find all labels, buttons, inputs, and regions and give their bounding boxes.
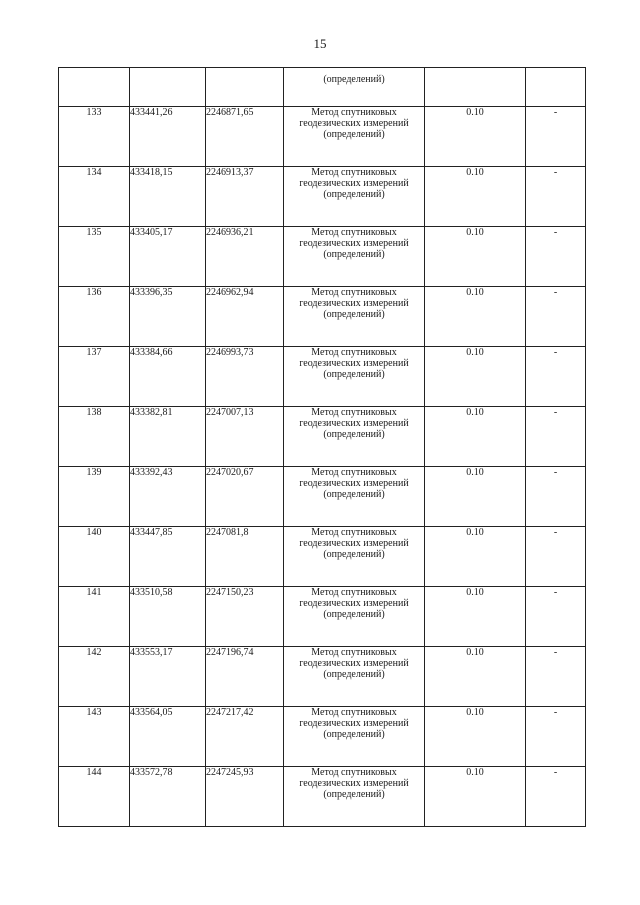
- method-line: геодезических измерений: [299, 418, 409, 429]
- method-line: Метод спутниковых: [311, 287, 397, 298]
- table-row: [59, 107, 586, 167]
- point-number-cell: 136: [59, 287, 130, 347]
- x-coordinate-cell: 433564,05: [130, 707, 206, 767]
- method-line: Метод спутниковых: [311, 107, 397, 118]
- method-line: Метод спутниковых: [311, 407, 397, 418]
- x-coordinate-cell: 433392,43: [130, 467, 206, 527]
- method-line: геодезических измерений: [299, 238, 409, 249]
- y-coordinate-cell: 2247150,23: [206, 587, 284, 647]
- method-line: (определений): [323, 309, 385, 320]
- method-line: Метод спутниковых: [311, 707, 397, 718]
- y-coordinate-cell: 2247007,13: [206, 407, 284, 467]
- method-line: геодезических измерений: [299, 298, 409, 309]
- coordinates-table: [58, 67, 586, 827]
- y-coordinate-cell: 2246936,21: [206, 227, 284, 287]
- method-cell: [284, 527, 425, 587]
- table-row: [59, 527, 586, 587]
- coordinates-table-body: [59, 68, 586, 827]
- point-number-cell: 139: [59, 467, 130, 527]
- extra-cell: -: [526, 707, 586, 767]
- extra-cell: -: [526, 767, 586, 827]
- table-row: [59, 347, 586, 407]
- point-number-cell: 143: [59, 707, 130, 767]
- table-row-continuation: [59, 68, 586, 107]
- accuracy-cell: 0.10: [425, 287, 526, 347]
- point-number-cell: 142: [59, 647, 130, 707]
- method-line: Метод спутниковых: [311, 467, 397, 478]
- method-line: (определений): [323, 429, 385, 440]
- x-coordinate-cell: 433396,35: [130, 287, 206, 347]
- method-line: геодезических измерений: [299, 118, 409, 129]
- method-cell: [284, 107, 425, 167]
- method-line: Метод спутниковых: [311, 647, 397, 658]
- x-coordinate-cell: 433447,85: [130, 527, 206, 587]
- accuracy-cell: 0.10: [425, 767, 526, 827]
- method-cell: [284, 347, 425, 407]
- accuracy-cell: 0.10: [425, 647, 526, 707]
- method-line: геодезических измерений: [299, 478, 409, 489]
- x-coordinate-cell: 433418,15: [130, 167, 206, 227]
- point-number-cell: 140: [59, 527, 130, 587]
- method-line: геодезических измерений: [299, 178, 409, 189]
- accuracy-cell: 0.10: [425, 587, 526, 647]
- method-line: Метод спутниковых: [311, 767, 397, 778]
- extra-cell: [526, 68, 586, 107]
- method-cell: [284, 467, 425, 527]
- method-line: геодезических измерений: [299, 778, 409, 789]
- y-coordinate-cell: 2247081,8: [206, 527, 284, 587]
- method-line: Метод спутниковых: [311, 227, 397, 238]
- method-line: Метод спутниковых: [311, 347, 397, 358]
- method-line: Метод спутниковых: [311, 527, 397, 538]
- extra-cell: -: [526, 107, 586, 167]
- method-line: геодезических измерений: [299, 538, 409, 549]
- method-cell: [284, 707, 425, 767]
- method-line: (определений): [323, 189, 385, 200]
- x-coordinate-cell: 433405,17: [130, 227, 206, 287]
- extra-cell: -: [526, 227, 586, 287]
- table-row: [59, 227, 586, 287]
- point-number-cell: 135: [59, 227, 130, 287]
- method-line: (определений): [323, 489, 385, 500]
- y-coordinate-cell: 2247020,67: [206, 467, 284, 527]
- point-number-cell: 141: [59, 587, 130, 647]
- extra-cell: -: [526, 527, 586, 587]
- point-number-cell: 144: [59, 767, 130, 827]
- method-line: геодезических измерений: [299, 598, 409, 609]
- accuracy-cell: 0.10: [425, 167, 526, 227]
- extra-cell: -: [526, 407, 586, 467]
- x-coordinate-cell: 433553,17: [130, 647, 206, 707]
- y-coordinate-cell: [206, 68, 284, 107]
- extra-cell: -: [526, 647, 586, 707]
- method-line: (определений): [323, 729, 385, 740]
- point-number-cell: 133: [59, 107, 130, 167]
- x-coordinate-cell: 433382,81: [130, 407, 206, 467]
- y-coordinate-cell: 2246871,65: [206, 107, 284, 167]
- method-cell: (определений): [284, 68, 425, 107]
- point-number-cell: 134: [59, 167, 130, 227]
- accuracy-cell: [425, 68, 526, 107]
- table-row: [59, 407, 586, 467]
- point-number-cell: 138: [59, 407, 130, 467]
- x-coordinate-cell: 433510,58: [130, 587, 206, 647]
- method-line: (определений): [323, 669, 385, 680]
- accuracy-cell: 0.10: [425, 707, 526, 767]
- method-line: (определений): [323, 249, 385, 260]
- method-cell: [284, 587, 425, 647]
- point-number-cell: [59, 68, 130, 107]
- method-cell: [284, 647, 425, 707]
- method-line: (определений): [323, 609, 385, 620]
- accuracy-cell: 0.10: [425, 347, 526, 407]
- point-number-cell: 137: [59, 347, 130, 407]
- method-line: Метод спутниковых: [311, 167, 397, 178]
- extra-cell: -: [526, 287, 586, 347]
- x-coordinate-cell: 433572,78: [130, 767, 206, 827]
- method-line: геодезических измерений: [299, 658, 409, 669]
- page-number: 15: [313, 36, 327, 51]
- method-line: (определений): [323, 369, 385, 380]
- accuracy-cell: 0.10: [425, 407, 526, 467]
- y-coordinate-cell: 2247245,93: [206, 767, 284, 827]
- method-cell: [284, 287, 425, 347]
- method-cell: [284, 407, 425, 467]
- x-coordinate-cell: [130, 68, 206, 107]
- method-line: Метод спутниковых: [311, 587, 397, 598]
- extra-cell: -: [526, 167, 586, 227]
- extra-cell: -: [526, 467, 586, 527]
- y-coordinate-cell: 2246962,94: [206, 287, 284, 347]
- method-line: (определений): [323, 129, 385, 140]
- table-row: [59, 647, 586, 707]
- extra-cell: -: [526, 347, 586, 407]
- accuracy-cell: 0.10: [425, 527, 526, 587]
- method-line: (определений): [323, 789, 385, 800]
- extra-cell: -: [526, 587, 586, 647]
- table-row: [59, 707, 586, 767]
- method-cell: [284, 167, 425, 227]
- method-cell: [284, 767, 425, 827]
- method-line: (определений): [323, 549, 385, 560]
- method-line: геодезических измерений: [299, 358, 409, 369]
- table-row: [59, 287, 586, 347]
- x-coordinate-cell: 433384,66: [130, 347, 206, 407]
- table-row: [59, 467, 586, 527]
- method-line: геодезических измерений: [299, 718, 409, 729]
- table-row: [59, 767, 586, 827]
- y-coordinate-cell: 2246993,73: [206, 347, 284, 407]
- method-cell: [284, 227, 425, 287]
- y-coordinate-cell: 2246913,37: [206, 167, 284, 227]
- table-row: [59, 587, 586, 647]
- accuracy-cell: 0.10: [425, 107, 526, 167]
- accuracy-cell: 0.10: [425, 227, 526, 287]
- table-row: [59, 167, 586, 227]
- accuracy-cell: 0.10: [425, 467, 526, 527]
- x-coordinate-cell: 433441,26: [130, 107, 206, 167]
- y-coordinate-cell: 2247196,74: [206, 647, 284, 707]
- y-coordinate-cell: 2247217,42: [206, 707, 284, 767]
